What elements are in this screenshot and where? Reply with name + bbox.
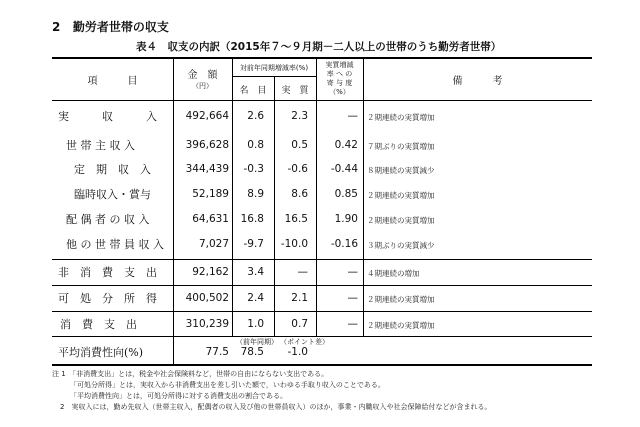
nominal-cell: 1.0 xyxy=(247,318,264,330)
real-cell: 16.5 xyxy=(284,213,308,225)
contribution-cell: 0.85 xyxy=(334,188,358,200)
nominal-cell: 16.8 xyxy=(240,213,264,225)
header-nominal: 名 目 xyxy=(239,86,267,96)
amount-cell: 310,239 xyxy=(185,318,229,330)
row-label: 世 帯 主 収 入 xyxy=(66,139,135,152)
nominal-cell: 8.9 xyxy=(247,188,264,200)
table-bottom-rule xyxy=(52,364,592,366)
remarks-cell: ３期ぶりの実質減少 xyxy=(367,241,435,250)
amount-cell: 344,439 xyxy=(185,163,229,175)
nominal-cell: 2.4 xyxy=(247,292,264,304)
real-cell: 2.1 xyxy=(291,292,308,304)
nominal-cell: -0.3 xyxy=(243,163,264,175)
remarks-cell: ２期連続の実質増加 xyxy=(367,191,435,200)
header-contribution-1: 実質増減 xyxy=(325,61,354,69)
contribution-cell: — xyxy=(347,110,358,122)
row-divider xyxy=(52,259,592,260)
row-divider xyxy=(52,311,592,312)
row-label: 可 処 分 所 得 xyxy=(58,292,157,305)
header-item: 項 目 xyxy=(87,76,138,87)
row-label: 実 収 入 xyxy=(58,110,157,123)
propensity-diff-value: -1.0 xyxy=(287,346,308,358)
section-number: 2 xyxy=(52,20,61,34)
col-divider xyxy=(232,57,233,337)
nominal-cell: 2.6 xyxy=(247,110,264,122)
row-label: 定 期 収 入 xyxy=(74,163,151,176)
col-divider xyxy=(274,76,275,337)
real-cell: 8.6 xyxy=(291,188,308,200)
footnote-line: 「可処分所得」とは，実収入から非消費支出を差し引いた額で，いわゆる手取り収入のことである。 xyxy=(70,381,385,389)
real-cell: 2.3 xyxy=(291,110,308,122)
contribution-cell: — xyxy=(347,318,358,330)
amount-cell: 492,664 xyxy=(185,110,229,122)
real-cell: -0.6 xyxy=(287,163,308,175)
nominal-cell: 3.4 xyxy=(247,266,264,278)
propensity-value: 77.5 xyxy=(205,346,229,358)
table-top-rule xyxy=(52,57,592,59)
header-amount-unit: （円） xyxy=(192,82,213,90)
header-real: 実 質 xyxy=(281,86,309,96)
propensity-label: 平均消費性向(%) xyxy=(58,346,144,359)
remarks-cell: ２期連続の実質増加 xyxy=(367,216,435,225)
col-divider xyxy=(316,57,317,337)
footnote-line: 「平均消費性向」とは，可処分所得に対する消費支出の割合である。 xyxy=(70,392,287,400)
contribution-cell: — xyxy=(347,292,358,304)
footnote-line: 2 実収入には，勤め先収入（世帯主収入，配偶者の収入及び他の世帯員収入）のほか，事業・内職収入や社会保障給付などが含まれる。 xyxy=(60,403,492,411)
header-contribution-2: 率 へ の xyxy=(326,70,353,78)
header-bottom-rule xyxy=(52,100,592,101)
contribution-cell: 0.42 xyxy=(334,139,358,151)
amount-cell: 396,628 xyxy=(185,139,229,151)
contribution-cell: -0.16 xyxy=(330,238,358,250)
header-contribution-4: （%） xyxy=(329,88,350,96)
footnote-line: 注 1 「非消費支出」とは，税金や社会保険料など，世帯の自由にならない支出である。 xyxy=(52,370,329,378)
row-label: 他 の 世 帯 員 収 入 xyxy=(66,238,164,251)
propensity-prev-value: 78.5 xyxy=(240,346,264,358)
remarks-cell: ８期連続の実質減少 xyxy=(367,166,435,175)
header-contribution-3: 寄 与 度 xyxy=(326,79,353,87)
remarks-cell: ２期連続の実質増加 xyxy=(367,321,435,330)
header-amount: 金 額 xyxy=(187,70,218,81)
header-yoy: 対前年同期増減率(%) xyxy=(239,64,309,72)
section-heading: 勤労者世帯の収支 xyxy=(72,20,169,34)
contribution-cell: 1.90 xyxy=(334,213,358,225)
row-label: 配 偶 者 の 収 入 xyxy=(66,213,150,226)
amount-cell: 92,162 xyxy=(192,266,229,278)
col-divider xyxy=(363,57,364,337)
row-label: 非 消 費 支 出 xyxy=(58,266,157,279)
point-diff-label: （ポイント差） xyxy=(280,338,329,346)
amount-cell: 64,631 xyxy=(192,213,229,225)
remarks-cell: ４期連続の増加 xyxy=(367,269,420,278)
amount-cell: 52,189 xyxy=(192,188,229,200)
amount-cell: 7,027 xyxy=(198,238,229,250)
remarks-cell: ７期ぶりの実質増加 xyxy=(367,142,435,151)
amount-cell: 400,502 xyxy=(185,292,229,304)
real-cell: 0.7 xyxy=(291,318,308,330)
contribution-cell: — xyxy=(347,266,358,278)
nominal-cell: 0.8 xyxy=(247,139,264,151)
section-title xyxy=(52,18,169,35)
row-label: 臨時収入・賞与 xyxy=(74,188,151,201)
prev-period-label: （前年同期） xyxy=(236,338,278,346)
real-cell: -10.0 xyxy=(280,238,308,250)
remarks-cell: ２期連続の実質増加 xyxy=(367,295,435,304)
real-cell: 0.5 xyxy=(291,139,308,151)
row-divider xyxy=(52,285,592,286)
row-label: 消 費 支 出 xyxy=(60,318,137,331)
contribution-cell: -0.44 xyxy=(330,163,358,175)
remarks-cell: ２期連続の実質増加 xyxy=(367,113,435,122)
col-divider xyxy=(173,57,174,364)
real-cell: — xyxy=(297,266,308,278)
nominal-cell: -9.7 xyxy=(243,238,264,250)
header-remarks: 備 考 xyxy=(452,76,503,87)
table-caption: 表４ 収支の内訳（2015年７～９月期－二人以上の世帯のうち勤労者世帯） xyxy=(136,41,502,53)
